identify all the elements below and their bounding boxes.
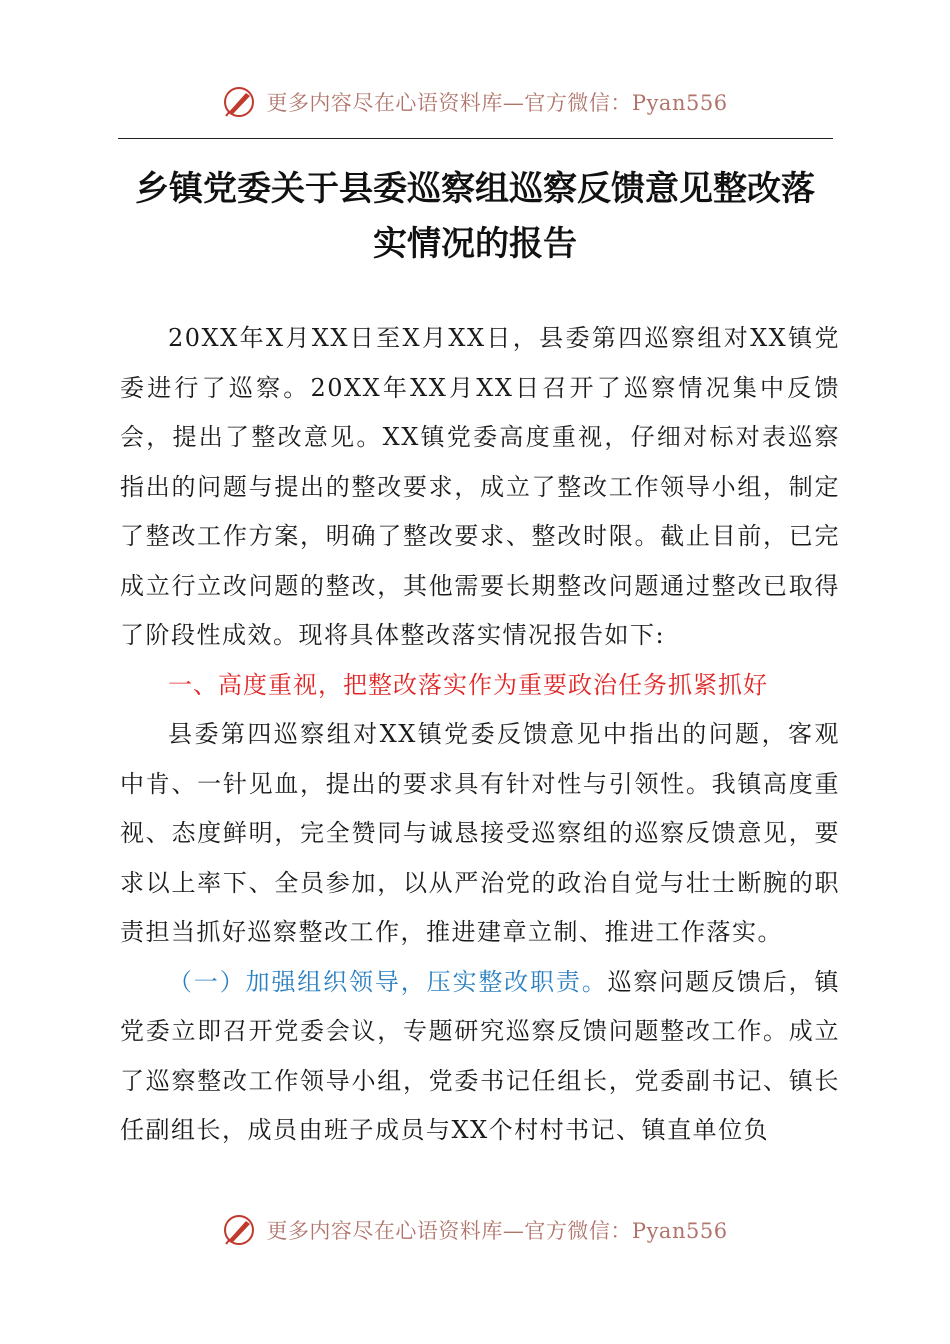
footer-watermark: [0, 1210, 950, 1250]
document-title: [100, 162, 850, 272]
header-divider: [118, 138, 833, 139]
intro-paragraph: 20XX年X月XX日至X月XX日，县委第四巡察组对XX镇党委进行了巡察。20XX年XX月XX日召开了巡察情况集中反馈会，提出了整改意见。XX镇党委高度重视，仔细对标对表巡察指出的问题与提出的整改要求，成立了整改工作领导小组，制定了整改工作方案，明确了整改要求、整改时限。截止目前，已完成立行立改问题的整改，其他需要长期整改问题通过整改已取得了阶段性成效。现将具体整改落实情况报告如下:: [120, 324, 840, 649]
header-watermark: [0, 82, 950, 122]
subsection-heading-1: （一）加强组织领导，压实整改职责。: [168, 967, 608, 996]
pen-logo-icon: [222, 85, 256, 119]
title-line-2: 实情况的报告: [373, 224, 577, 264]
watermark-text: 更多内容尽在心语资料库—官方微信：Pyan556: [266, 91, 728, 115]
document-body: [120, 314, 840, 1156]
subsection-1-paragraph: [120, 958, 840, 1156]
watermark-text: 更多内容尽在心语资料库—官方微信：Pyan556: [266, 1219, 728, 1243]
section-1-paragraph: 县委第四巡察组对XX镇党委反馈意见中指出的问题，客观中肯、一针见血，提出的要求具有针对性与引领性。我镇高度重视、态度鲜明，完全赞同与诚恳接受巡察组的巡察反馈意见，要求以上率下、全员参加，以从严治党的政治自觉与壮士断腕的职责担当抓好巡察整改工作，推进建章立制、推进工作落实。: [120, 720, 840, 946]
subsection-1-text: 巡察问题反馈后，镇党委立即召开党委会议，专题研究巡察反馈问题整改工作。成立了巡察整改工作领导小组，党委书记任组长，党委副书记、镇长任副组长，成员由班子成员与XX个村村书记、镇直单位负: [120, 967, 841, 1144]
title-line-1: 乡镇党委关于县委巡察组巡察反馈意见整改落: [135, 169, 815, 209]
section-heading-1: 一、高度重视，把整改落实作为重要政治任务抓紧抓好: [168, 670, 768, 699]
pen-logo-icon: [222, 1213, 256, 1247]
